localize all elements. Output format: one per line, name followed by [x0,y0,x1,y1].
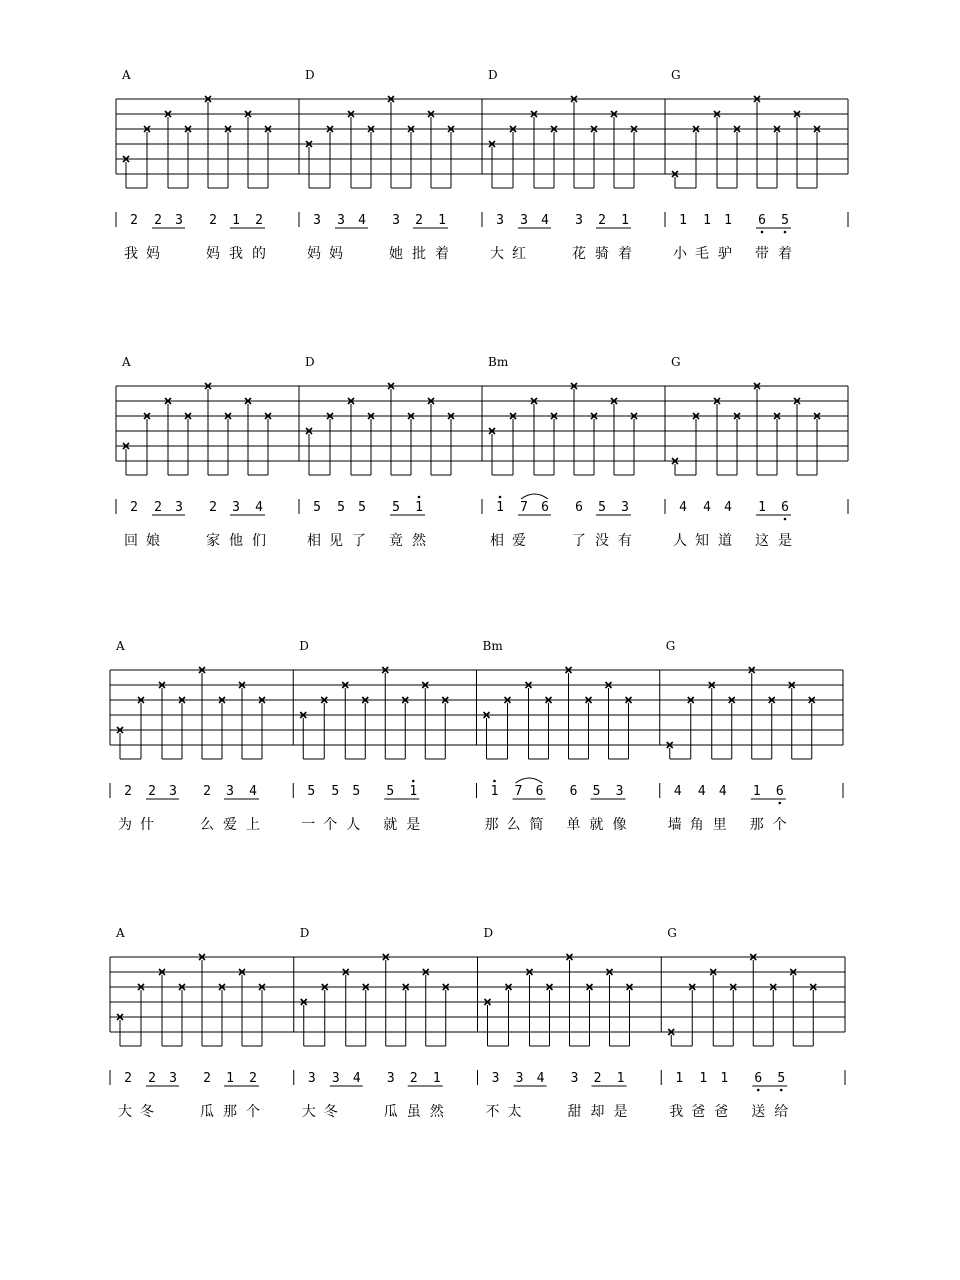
jianpu-note: 7 [520,500,528,515]
jianpu-note: 1 [621,213,629,228]
lyric-char: 驴 [718,246,732,262]
jianpu-note: 4 [724,500,732,515]
lyric-char: 瓜 [200,1104,214,1120]
jianpu-note: 6 [541,500,549,515]
lyric-char: 爱 [512,533,526,549]
jianpu-note: 5 [307,784,316,799]
jianpu-note: 3 [575,213,583,228]
chord-name: D [299,639,309,653]
tie-arc [516,778,543,783]
jianpu-note: 2 [154,213,162,228]
system-1 [116,68,848,262]
lyric-char: 给 [774,1104,789,1120]
jianpu-note: 4 [718,784,727,799]
octave-low-dot [784,518,787,521]
lyric-char: 妈 [146,246,160,262]
octave-low-dot [778,802,781,805]
chord-name: G [671,355,681,369]
lyric-char: 见 [329,533,343,549]
octave-high-dot [418,496,421,499]
jianpu-note: 2 [148,784,156,799]
lyric-char: 妈 [329,246,343,262]
lyric-char: 相 [307,533,321,549]
jianpu-note: 3 [515,1071,524,1086]
jianpu-note: 2 [209,500,217,515]
lyric-char: 了 [572,533,586,549]
lyric-char: 然 [412,533,426,549]
octave-low-dot [761,231,764,234]
jianpu-note: 7 [514,784,523,799]
jianpu-note: 1 [752,784,761,799]
lyric-char: 甜 [567,1104,582,1120]
lyric-char: 有 [618,533,632,549]
lyric-char: 就 [589,817,604,833]
lyric-char: 里 [712,817,727,833]
jianpu-note: 3 [337,213,345,228]
lyric-char: 人 [346,817,361,833]
jianpu-note: 2 [249,1071,257,1086]
jianpu-note: 5 [313,500,321,515]
lyric-char: 送 [751,1104,766,1120]
chord-name: D [488,68,498,82]
chord-name: G [671,68,681,82]
jianpu-note: 3 [520,213,528,228]
lyric-char: 是 [406,817,421,833]
jianpu-note: 6 [781,500,789,515]
chord-name: Bm [482,639,503,653]
jianpu-note: 3 [392,213,400,228]
chord-name: A [122,68,131,82]
system-4 [110,926,845,1120]
lyric-char: 批 [412,246,426,262]
jianpu-note: 2 [148,1071,156,1086]
lyric-char: 着 [778,246,792,262]
lyric-char: 花 [572,246,586,262]
lyric-char: 么 [506,817,521,833]
lyric-char: 太 [507,1104,522,1120]
jianpu-note: 4 [536,1071,545,1086]
system-2 [116,355,848,549]
jianpu-note: 3 [615,784,624,799]
lyric-char: 墙 [667,817,682,833]
lyric-char: 是 [778,533,792,549]
lyric-char: 着 [618,246,632,262]
jianpu-note: 2 [598,213,606,228]
lyric-char: 那 [223,1104,237,1120]
lyric-char: 个 [323,817,338,833]
lyric-char: 那 [749,817,764,833]
lyric-char: 这 [755,533,769,549]
jianpu-note: 2 [209,213,217,228]
jianpu-note: 5 [592,784,601,799]
jianpu-note: 2 [124,784,132,799]
lyric-char: 一 [301,817,316,833]
lyric-char: 为 [118,817,132,833]
jianpu-note: 2 [415,213,423,228]
lyric-char: 然 [429,1104,444,1120]
jianpu-note: 1 [232,213,240,228]
jianpu-note: 2 [154,500,162,515]
lyric-char: 妈 [307,246,321,262]
jianpu-note: 5 [392,500,400,515]
jianpu-note: 2 [593,1071,602,1086]
octave-low-dot [780,1089,783,1092]
jianpu-note: 2 [203,784,211,799]
lyric-char: 个 [246,1104,260,1120]
lyric-char: 个 [772,817,787,833]
chord-name: A [116,926,125,940]
jianpu-note: 1 [699,1071,708,1086]
jianpu-note: 2 [409,1071,418,1086]
jianpu-note: 4 [679,500,687,515]
jianpu-note: 6 [569,784,578,799]
lyric-char: 骑 [595,246,609,262]
lyric-char: 她 [389,246,403,262]
lyric-char: 竟 [389,533,403,549]
jianpu-note: 2 [124,1071,132,1086]
lyric-char: 了 [352,533,366,549]
lyric-char: 就 [383,817,398,833]
chord-name: Bm [488,355,509,369]
jianpu-note: 3 [496,213,504,228]
lyric-char: 却 [590,1104,605,1120]
chord-name: A [122,355,131,369]
jianpu-note: 6 [535,784,544,799]
jianpu-note: 2 [130,500,138,515]
octave-low-dot [784,231,787,234]
chord-name: G [665,639,676,653]
lyric-char: 带 [755,246,769,262]
jianpu-note: 6 [575,500,583,515]
lyric-char: 什 [140,817,154,833]
jianpu-note: 4 [249,784,257,799]
jianpu-note: 1 [438,213,446,228]
lyric-char: 爸 [714,1104,729,1120]
lyric-char: 知 [695,533,709,549]
jianpu-note: 1 [724,213,732,228]
jianpu-note: 5 [777,1071,786,1086]
jianpu-note: 1 [226,1071,234,1086]
chord-name: D [305,355,315,369]
chord-name: G [667,926,677,940]
lyric-char: 冬 [323,1104,338,1120]
chord-name: A [116,639,125,653]
jianpu-note: 3 [331,1071,340,1086]
jianpu-note: 3 [169,784,177,799]
jianpu-note: 4 [703,500,711,515]
jianpu-note: 1 [432,1071,441,1086]
tie-arc [521,494,548,499]
jianpu-note: 1 [703,213,711,228]
lyric-char: 是 [613,1104,628,1120]
jianpu-note: 3 [175,500,183,515]
jianpu-note: 2 [255,213,263,228]
lyric-char: 大 [118,1104,132,1120]
octave-high-dot [499,496,502,499]
lyric-char: 么 [200,817,214,833]
lyric-char: 人 [673,533,687,549]
lyric-char: 娘 [146,533,160,549]
jianpu-note: 4 [673,784,682,799]
jianpu-note: 5 [337,500,345,515]
lyric-char: 大 [301,1104,316,1120]
lyric-char: 单 [566,817,581,833]
octave-high-dot [412,780,415,783]
chord-name: D [305,68,315,82]
lyric-char: 大 [490,246,504,262]
jianpu-note: 5 [386,784,395,799]
jianpu-note: 2 [203,1071,211,1086]
lyric-char: 瓜 [383,1104,398,1120]
lyric-char: 毛 [695,246,709,262]
jianpu-note: 3 [491,1071,500,1086]
jianpu-note: 5 [598,500,606,515]
jianpu-note: 6 [775,784,784,799]
jianpu-note: 4 [358,213,366,228]
lyric-char: 妈 [206,246,220,262]
jianpu-note: 3 [226,784,234,799]
lyric-char: 家 [206,533,220,549]
lyric-char: 那 [484,817,499,833]
lyric-char: 相 [490,533,504,549]
lyric-char: 回 [124,533,138,549]
jianpu-note: 6 [758,213,766,228]
jianpu-note: 3 [313,213,321,228]
jianpu-note: 3 [175,213,183,228]
jianpu-note: 3 [621,500,629,515]
jianpu-note: 2 [130,213,138,228]
jianpu-note: 1 [675,1071,684,1086]
lyric-char: 他 [229,533,243,549]
chord-name: D [483,926,494,940]
lyric-char: 我 [124,246,138,262]
chord-name: D [299,926,310,940]
jianpu-note: 6 [754,1071,763,1086]
lyric-char: 上 [246,817,260,833]
jianpu-note: 5 [331,784,340,799]
lyric-char: 我 [229,246,243,262]
jianpu-note: 1 [409,784,418,799]
jianpu-note: 1 [616,1071,625,1086]
lyric-char: 着 [435,246,449,262]
lyric-char: 虽 [406,1104,421,1120]
jianpu-note: 3 [307,1071,316,1086]
jianpu-note: 4 [352,1071,361,1086]
jianpu-note: 1 [720,1071,729,1086]
lyric-char: 角 [689,817,704,833]
lyric-char: 的 [252,246,266,262]
lyric-char: 没 [595,533,609,549]
jianpu-note: 1 [415,500,423,515]
jianpu-note: 3 [169,1071,177,1086]
jianpu-note: 1 [490,784,499,799]
jianpu-note: 5 [358,500,366,515]
jianpu-note: 1 [758,500,766,515]
jianpu-note: 5 [781,213,789,228]
lyric-char: 简 [529,817,544,833]
jianpu-note: 4 [541,213,549,228]
jianpu-note: 1 [679,213,687,228]
jianpu-note: 4 [255,500,263,515]
jianpu-note: 4 [697,784,706,799]
lyric-char: 们 [252,533,266,549]
lyric-char: 道 [718,533,732,549]
jianpu-note: 3 [386,1071,395,1086]
lyric-char: 我 [669,1104,684,1120]
lyric-char: 爱 [223,817,237,833]
lyric-char: 爸 [691,1104,706,1120]
lyric-char: 像 [612,817,627,833]
octave-low-dot [757,1089,760,1092]
jianpu-note: 3 [232,500,240,515]
jianpu-note: 1 [496,500,504,515]
lyric-char: 红 [512,246,526,262]
lyric-char: 冬 [140,1104,154,1120]
lyric-char: 不 [485,1104,500,1120]
octave-high-dot [493,780,496,783]
lyric-char: 小 [673,246,687,262]
jianpu-note: 5 [352,784,361,799]
jianpu-note: 3 [570,1071,579,1086]
system-3 [110,639,843,833]
